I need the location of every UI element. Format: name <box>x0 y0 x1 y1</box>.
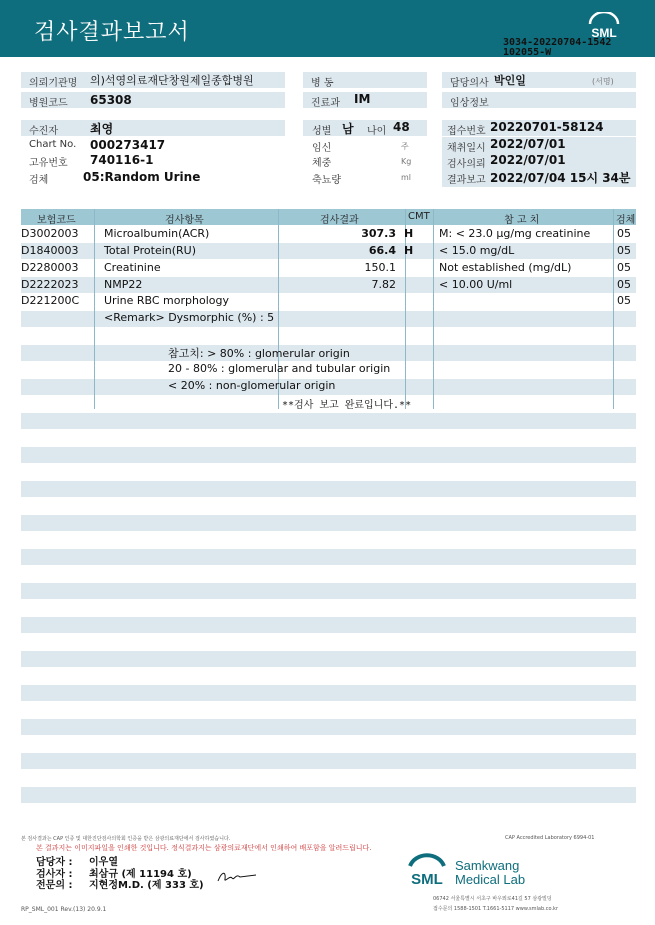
age-label: 나이 <box>367 126 387 137</box>
row-code: D2280003 <box>21 261 79 274</box>
row-item: Total Protein(RU) <box>104 244 197 257</box>
remark-text: <Remark> Dysmorphic (%) : 5 <box>104 311 275 324</box>
th-ref: 참 고 치 <box>504 215 540 226</box>
row-code: D1840003 <box>21 244 79 257</box>
clinical-label: 임상정보 <box>442 92 492 108</box>
th-cmt: CMT <box>408 211 430 222</box>
th-item: 검사항목 <box>165 215 204 226</box>
sex-label: 성별 <box>312 126 332 137</box>
lab-address: 06742 서울특별시 서초구 바우뫼로41길 57 삼광빌딩 <box>433 896 552 902</box>
chart-label: Chart No. <box>29 139 77 150</box>
institution-label: 의뢰기관명 <box>21 72 87 88</box>
recipient-label: 수진자 <box>21 120 87 136</box>
logo-text: SML <box>591 26 617 40</box>
row-spec: 05 <box>617 227 631 240</box>
urine-unit: ml <box>401 173 412 182</box>
row-ref: < 15.0 mg/dL <box>439 244 515 257</box>
row-item: Urine RBC morphology <box>104 294 229 307</box>
checker-value: 최삼규 (제 11194 호) <box>89 869 192 880</box>
footer-logo-text: SML <box>411 871 443 888</box>
row-item: Microalbumin(ACR) <box>104 227 210 240</box>
document-id <box>503 38 611 58</box>
recipient-value: 최영 <box>90 122 114 136</box>
request-label: 검사의뢰 <box>447 159 486 170</box>
pregnancy-unit: 주 <box>401 142 409 151</box>
fine-print: 본 검사결과는 CAP 인증 및 대한진단검사의학회 인증을 받은 삼광의료재단에서 검사하였습니다. <box>21 836 231 842</box>
table-stripe <box>21 447 636 463</box>
table-stripe <box>21 719 636 735</box>
row-spec: 05 <box>617 294 631 307</box>
receipt-value: 20220701-58124 <box>490 120 604 134</box>
lab-name-2: Medical Lab <box>455 872 526 887</box>
manager-value: 이우열 <box>89 857 118 868</box>
weight-unit: Kg <box>401 157 412 166</box>
ward-label: 병 동 <box>303 72 363 88</box>
table-stripe <box>21 787 636 803</box>
collect-label: 채취일시 <box>447 143 486 154</box>
doctor-label: 담당의사 <box>442 72 492 88</box>
signature-icon <box>216 869 260 885</box>
report-label: 결과보고 <box>447 175 486 186</box>
row-ref: M: < 23.0 µg/mg creatinine <box>439 227 591 240</box>
row-code: D221200C <box>21 294 80 307</box>
th-code: 보험코드 <box>37 215 76 226</box>
column-divider <box>94 209 95 409</box>
ref-line-2: 20 - 80% : glomerular and tubular origin <box>168 362 391 375</box>
row-code: D2222023 <box>21 278 79 291</box>
table-stripe <box>21 413 636 429</box>
table-stripe <box>21 583 636 599</box>
row-flag: H <box>404 244 414 257</box>
column-divider <box>433 209 434 409</box>
report-complete-text: **검사 보고 완료입니다.** <box>282 400 412 411</box>
hospital-code-label: 병원코드 <box>21 92 87 108</box>
table-stripe <box>21 481 636 497</box>
document-id-line1: 3034-20220704-1542 <box>503 37 612 48</box>
checker-label: 검사자 : <box>36 869 73 880</box>
row-result: 307.3 <box>361 227 396 240</box>
row-item: Creatinine <box>104 261 161 274</box>
lab-name-1: Samkwang <box>455 858 520 873</box>
row-flag: H <box>404 227 414 240</box>
report-value: 2022/07/04 15시 34분 <box>490 171 631 185</box>
dept-label: 진료과 <box>303 92 353 108</box>
unique-label: 고유번호 <box>29 158 68 169</box>
weight-label: 체중 <box>312 158 332 169</box>
table-stripe <box>21 753 636 769</box>
row-ref: Not established (mg/dL) <box>439 261 572 274</box>
hospital-code-value: 65308 <box>90 93 132 107</box>
doctor-sign: (서명) <box>592 77 614 86</box>
row-ref: < 10.00 U/ml <box>439 278 513 291</box>
specialist-label: 전문의 : <box>36 880 73 891</box>
sex-value: 남 <box>342 122 354 136</box>
chart-value: 000273417 <box>90 138 166 152</box>
row-item: NMP22 <box>104 278 143 291</box>
document-id-line2: 102055-W <box>503 47 552 58</box>
receipt-label: 접수번호 <box>447 126 486 137</box>
th-spec: 검체 <box>616 215 636 226</box>
notice-text: 본 결과지는 이미지파일을 인쇄한 것입니다. 정식결과지는 삼광의료재단에서 인쇄하여 배포함을 알려드립니다. <box>36 844 372 852</box>
specimen-value: 05:Random Urine <box>83 170 201 184</box>
specialist-value: 지현정M.D. (제 333 호) <box>89 880 204 891</box>
th-result: 검사결과 <box>320 215 359 226</box>
collect-value: 2022/07/01 <box>490 137 566 151</box>
table-stripe <box>21 617 636 633</box>
urine-label: 축뇨량 <box>312 175 341 186</box>
sml-logo-footer-icon <box>405 848 449 892</box>
lab-contact: 접수문의 1588-1501 T.1661-5117 www.smlab.co.kr <box>433 906 558 912</box>
column-divider <box>613 209 614 409</box>
age-value: 48 <box>393 120 410 134</box>
unique-value: 740116-1 <box>90 153 154 167</box>
row-spec: 05 <box>617 278 631 291</box>
table-stripe <box>21 515 636 531</box>
specimen-label: 검체 <box>29 175 49 186</box>
row-result: 7.82 <box>371 278 396 291</box>
pregnancy-label: 임신 <box>312 143 332 154</box>
doctor-value: 박인일 <box>494 74 526 87</box>
table-stripe <box>21 651 636 667</box>
row-result: 150.1 <box>364 261 396 274</box>
row-spec: 05 <box>617 261 631 274</box>
report-title: 검사결과보고서 <box>34 20 190 45</box>
row-result: 66.4 <box>368 244 396 257</box>
request-value: 2022/07/01 <box>490 153 566 167</box>
ref-line-3: < 20% : non-glomerular origin <box>168 379 336 392</box>
dept-value: IM <box>354 92 371 106</box>
cap-text: CAP Accredited Laboratory 6994-01 <box>505 835 595 841</box>
institution-value: 의)석영의료재단창원제일종합병원 <box>90 74 254 87</box>
table-stripe <box>21 549 636 565</box>
table-stripe <box>21 685 636 701</box>
row-code: D3002003 <box>21 227 79 240</box>
form-number: RP_SML_001 Rev.(13) 20.9.1 <box>21 906 107 913</box>
row-spec: 05 <box>617 244 631 257</box>
ref-line-1: 참고치: > 80% : glomerular origin <box>168 347 350 360</box>
manager-label: 담당자 : <box>36 857 73 868</box>
